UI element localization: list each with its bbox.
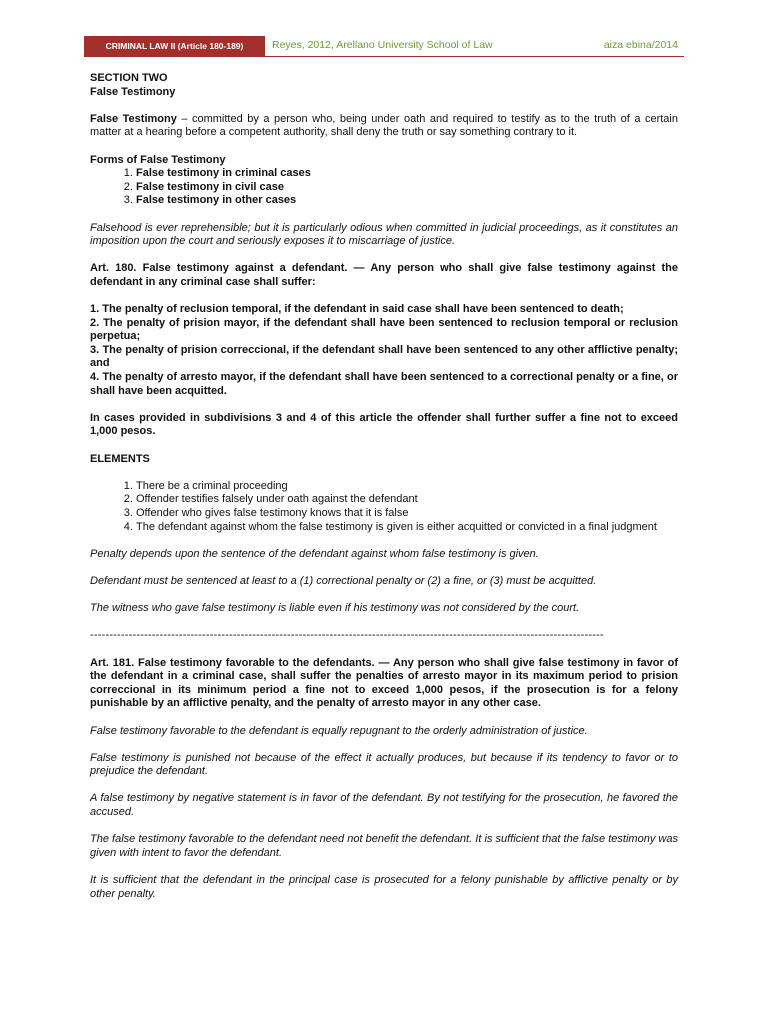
elements-list <box>90 480 678 534</box>
art181-note: False testimony favorable to the defendant is equally repugnant to the orderly administration of justice. <box>90 724 588 737</box>
art180-penalty: 4. The penalty of arresto mayor, if the defendant shall have been sentenced to a correctional penalty or a fine, or shall have been acquitted. <box>90 371 678 397</box>
document-body <box>90 72 678 915</box>
art180-fine-note: In cases provided in subdivisions 3 and 4 of this article the offender shall further suffer a fine not to exceed 1,000 pesos. <box>90 411 678 438</box>
art181-note: It is sufficient that the defendant in the principal case is prosecuted for a felony punishable by afflictive penalty or by other penalty. <box>90 874 678 900</box>
definition-text: – committed by a person who, being under oath and required to testify as to the truth of a certain matter at a hearing before a competent authority, shall deny the truth or say something contrary to it. <box>90 112 678 139</box>
definition-term: False Testimony <box>90 112 177 125</box>
section-number: SECTION TWO <box>90 72 168 84</box>
art180-penalty: 2. The penalty of prision mayor, if the defendant shall have been sentenced to reclusion temporal or reclusion perpetua; <box>90 316 678 343</box>
list-item: 3. Offender who gives false testimony knows that it is false <box>136 507 678 521</box>
header-source: Reyes, 2012, Arellano University School of Law <box>272 39 493 51</box>
art181-text: Art. 181. False testimony favorable to the defendants. — Any person who shall give false testimony in favor of the defendant in a criminal case, shall suffer the penalties of arresto mayor in its maximum period to prision correccional in its minimum period a fine not to exceed 1,000 pesos, if the prosecution is for a felony punishable by an afflictive penalty, and the penalty of arresto mayor in any other case. <box>90 656 678 710</box>
header-course-tag: CRIMINAL LAW II (Article 180-189) <box>84 36 265 56</box>
list-item: 2. False testimony in civil case <box>136 181 678 195</box>
elements-heading: ELEMENTS <box>90 452 150 465</box>
list-item: 4. The defendant against whom the false testimony is given is either acquitted or convicted in a final judgment <box>136 521 678 535</box>
art180-note: Penalty depends upon the sentence of the defendant against whom false testimony is given. <box>90 547 539 560</box>
art180-penalty: 1. The penalty of reclusion temporal, if the defendant in said case shall have been sentenced to death; <box>90 303 624 316</box>
header-author: aiza ebina/2014 <box>603 39 678 51</box>
art180-note: Defendant must be sentenced at least to a (1) correctional penalty or (2) a fine, or (3) must be acquitted. <box>90 574 597 587</box>
falsehood-note: Falsehood is ever reprehensible; but it is particularly odious when committed in judicial proceedings, as it constitutes an imposition upon the court and seriously exposes it to miscarriage of justice. <box>90 221 678 248</box>
definition-paragraph <box>90 113 678 140</box>
art180-penalty: 3. The penalty of prision correccional, if the defendant shall have been sentenced to any other afflictive penalty; and <box>90 343 678 370</box>
art180-note: The witness who gave false testimony is liable even if his testimony was not considered by the court. <box>90 602 580 615</box>
section-title: False Testimony <box>90 85 176 98</box>
forms-list <box>90 167 678 208</box>
art181-note: A false testimony by negative statement is in favor of the defendant. By not testifying for the prosecution, he favored the accused. <box>90 792 678 819</box>
list-item: 1. There be a criminal proceeding <box>136 480 678 494</box>
page-header <box>84 36 684 57</box>
art181-note: False testimony is punished not because of the effect it actually produces, but because if its tendency to favor or to prejudice the defendant. <box>90 751 678 778</box>
art181-note: The false testimony favorable to the defendant need not benefit the defendant. It is sufficient that the false testimony was given with intent to favor the defendant. <box>90 833 678 859</box>
forms-heading: Forms of False Testimony <box>90 153 226 166</box>
list-item: 1. False testimony in criminal cases <box>136 167 678 181</box>
list-item: 3. False testimony in other cases <box>136 194 678 208</box>
separator-line: ------------------------------------------------------------------------------------------------------------------------------------- <box>90 629 604 642</box>
art180-text: Art. 180. False testimony against a defendant. — Any person who shall give false testimony against the defendant in any criminal case shall suffer: <box>90 262 678 288</box>
list-item: 2. Offender testifies falsely under oath against the defendant <box>136 493 678 507</box>
